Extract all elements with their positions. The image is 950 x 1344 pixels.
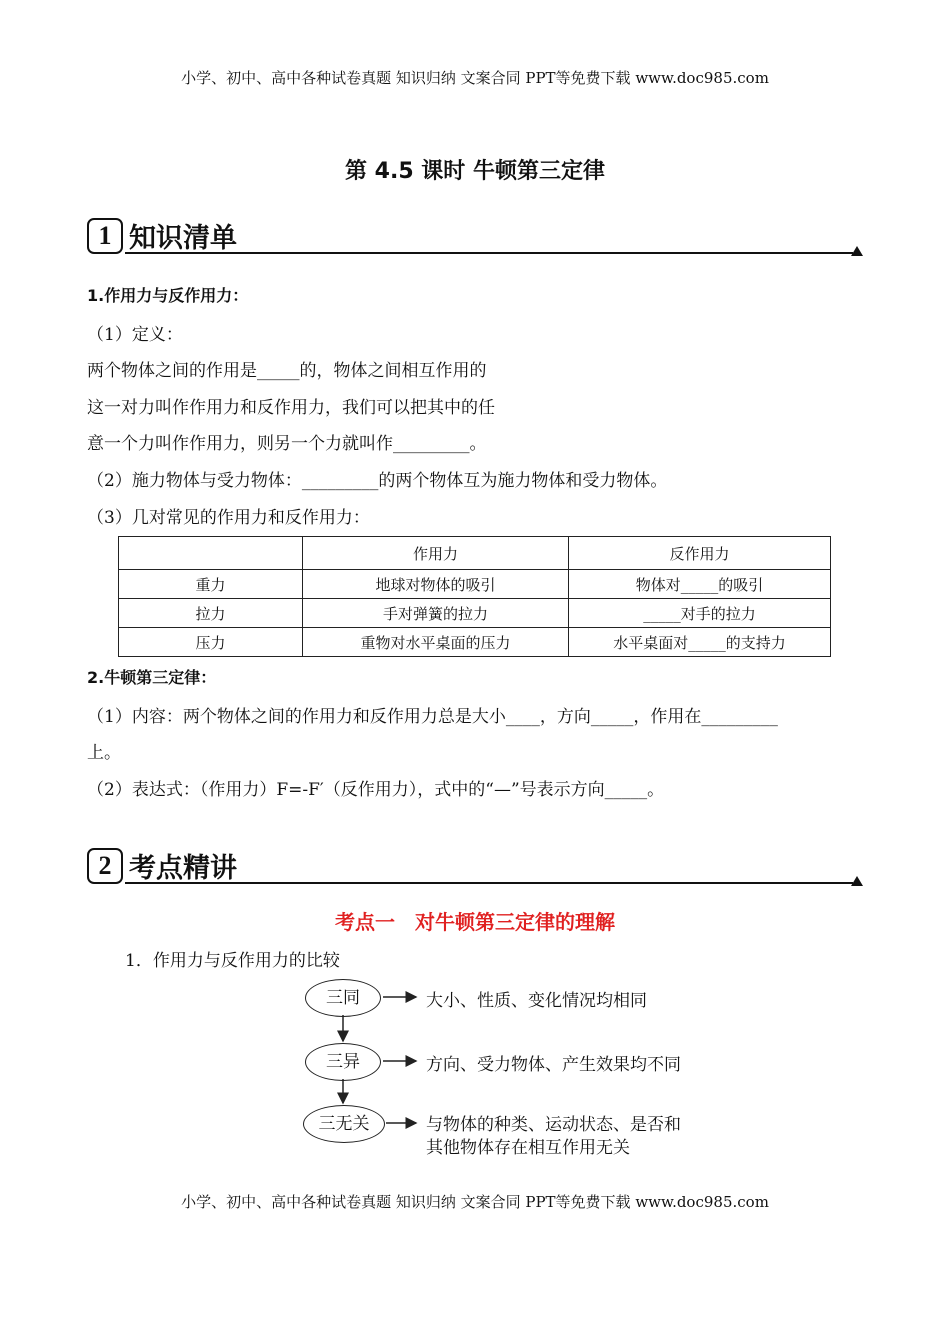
triangle-icon bbox=[851, 246, 863, 256]
table-cell: 手对弹簧的拉力 bbox=[303, 599, 569, 628]
table-row bbox=[119, 599, 831, 628]
kaodian-title: 考点一 对牛顿第三定律的理解 bbox=[335, 910, 615, 934]
text-line: （3）几对常见的作用力和反作用力： bbox=[87, 508, 370, 528]
table-header-row bbox=[119, 537, 831, 570]
page-header: 小学、初中、高中各种试卷真题 知识归纳 文案合同 PPT等免费下载 www.doc985.com bbox=[181, 69, 769, 87]
text-line: （1）定义： bbox=[87, 325, 183, 345]
table-row bbox=[119, 570, 831, 599]
node-three-same: 三同 bbox=[305, 979, 381, 1017]
table-cell: _____对手的拉力 bbox=[569, 599, 831, 628]
page-title: 第 4.5 课时 牛顿第三定律 bbox=[345, 159, 605, 184]
text-line: （2）施力物体与受力物体：_________的两个物体互为施力物体和受力物体。 bbox=[87, 471, 668, 491]
table-cell: 重物对水平桌面的压力 bbox=[303, 628, 569, 657]
table-cell: 水平桌面对_____的支持力 bbox=[569, 628, 831, 657]
page-footer: 小学、初中、高中各种试卷真题 知识归纳 文案合同 PPT等免费下载 www.doc985.com bbox=[181, 1193, 769, 1211]
section-label: 知识清单 bbox=[129, 223, 237, 254]
section-number: 1 bbox=[87, 218, 123, 254]
triangle-icon bbox=[851, 876, 863, 886]
table-cell: 压力 bbox=[119, 628, 303, 657]
table-cell: 重力 bbox=[119, 570, 303, 599]
table-cell: 物体对_____的吸引 bbox=[569, 570, 831, 599]
text-line: 意一个力叫作作用力，则另一个力就叫作_________。 bbox=[87, 434, 487, 454]
node-three-different: 三异 bbox=[305, 1043, 381, 1081]
table-cell: 地球对物体的吸引 bbox=[303, 570, 569, 599]
table-header: 反作用力 bbox=[569, 537, 831, 570]
section-number: 2 bbox=[87, 848, 123, 884]
text-line: 1．作用力与反作用力的比较 bbox=[125, 951, 340, 971]
heading-action-reaction: 1.作用力与反作用力： bbox=[87, 286, 249, 305]
text-line: 上。 bbox=[87, 743, 121, 763]
section-rule bbox=[125, 252, 853, 254]
node-desc: 方向、受力物体、产生效果均不同 bbox=[426, 1055, 681, 1075]
text-line: （1）内容：两个物体之间的作用力和反作用力总是大小____，方向_____，作用在_________ bbox=[87, 707, 778, 727]
table-cell: 拉力 bbox=[119, 599, 303, 628]
text-line: 这一对力叫作作用力和反作用力，我们可以把其中的任 bbox=[87, 398, 495, 418]
section-header-1 bbox=[87, 216, 863, 254]
text-line: （2）表达式：（作用力）F=-F′（反作用力），式中的“—”号表示方向_____。 bbox=[87, 780, 665, 800]
section-rule bbox=[125, 882, 853, 884]
section-header-2 bbox=[87, 846, 863, 884]
section-label: 考点精讲 bbox=[129, 853, 237, 884]
text-line: 两个物体之间的作用是_____的，物体之间相互作用的 bbox=[87, 361, 487, 381]
node-desc: 与物体的种类、运动状态、是否和 bbox=[426, 1115, 681, 1135]
force-pairs-table bbox=[118, 536, 831, 657]
table-row bbox=[119, 628, 831, 657]
table-header: 作用力 bbox=[303, 537, 569, 570]
table-header bbox=[119, 537, 303, 570]
heading-newton-third-law: 2.牛顿第三定律： bbox=[87, 668, 217, 687]
node-desc: 大小、性质、变化情况均相同 bbox=[426, 991, 647, 1011]
node-three-unrelated: 三无关 bbox=[303, 1105, 385, 1143]
node-desc: 其他物体存在相互作用无关 bbox=[426, 1138, 630, 1158]
